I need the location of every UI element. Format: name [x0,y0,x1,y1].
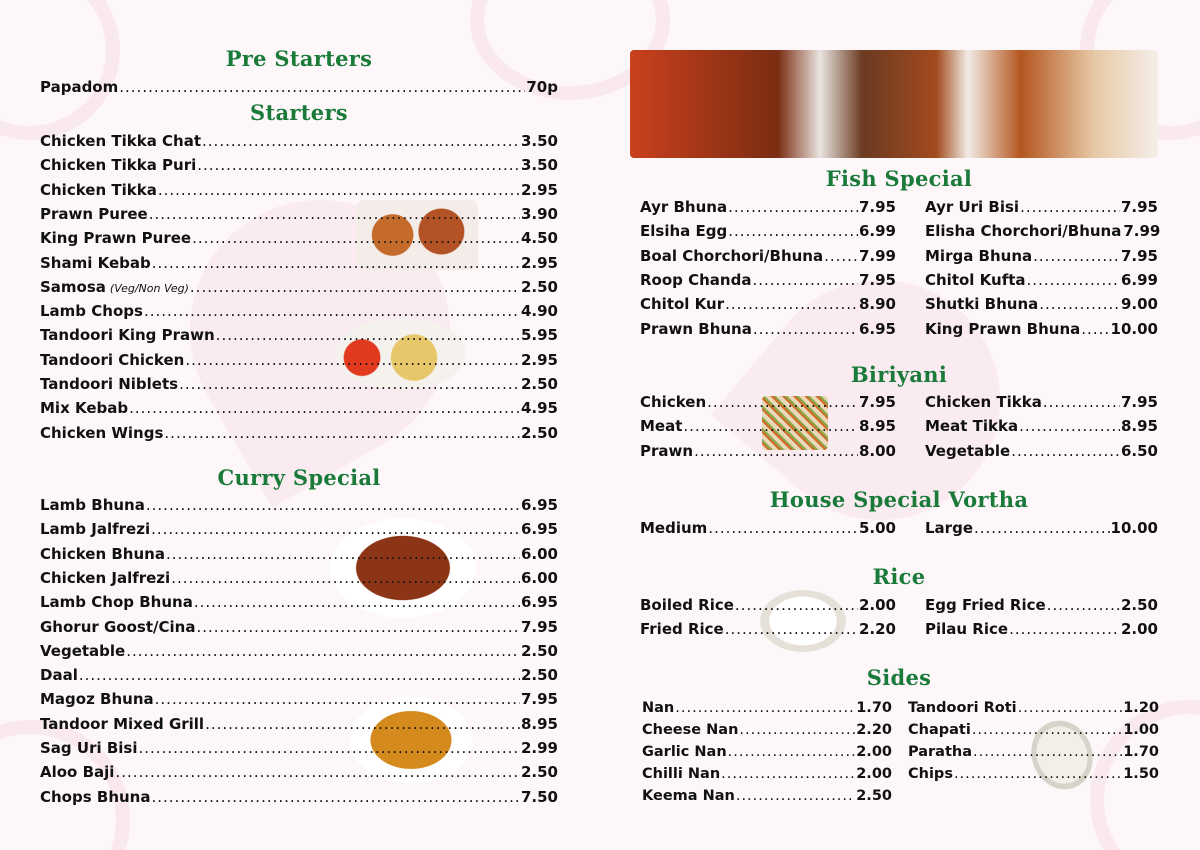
menu-item [925,221,1161,241]
menu-item-name: Tandoori Roti [908,700,1017,716]
dot-leader [1081,319,1109,339]
menu-item-name: Tandoor Mixed Grill [40,714,205,733]
menu-item-name: Ghorur Goost/Cina [40,617,196,636]
menu-item-name: Lamb Chops [40,302,143,321]
menu-item-name: Cheese Nan [642,722,739,738]
menu-item-name: Boal Chorchori/Bhuna [640,246,824,265]
menu-item [908,720,1159,740]
menu-item-name: Garlic Nan [642,744,727,760]
menu-item-name: Tandoori Chicken [40,350,185,369]
menu-item-price: 6.95 [520,520,558,539]
dot-leader [1018,698,1123,718]
menu-item-name: Chips [908,766,953,782]
menu-item-note: (Veg/Non Veg) [109,281,189,295]
dot-leader [197,155,520,175]
menu-item-price: 2.95 [520,253,558,272]
dot-leader [973,742,1122,762]
menu-item-name: Shami Kebab [40,253,151,272]
menu-item-name: Chicken [640,393,707,411]
menu-item-price: 7.95 [858,270,896,289]
menu-item-price: 1.50 [1123,766,1159,782]
menu-item-price: 2.20 [856,722,892,738]
menu-item-name: Lamb Chop Bhuna [40,593,193,612]
dot-leader [728,197,858,217]
menu-item-price: 5.00 [858,519,896,537]
menu-item-price: 6.50 [1120,441,1158,460]
dot-leader [158,180,520,200]
menu-item-name: Chops Bhuna [40,787,151,806]
dot-leader [202,131,520,151]
dot-leader [728,742,856,762]
dot-leader [824,246,858,266]
menu-item-name: King Prawn Bhuna [925,319,1081,338]
menu-item-name: Chicken Wings [40,423,164,442]
menu-item-name: Sag Uri Bisi [40,739,138,757]
dot-leader [164,423,520,443]
menu-item-price: 6.99 [858,222,896,241]
dot-leader [1020,197,1120,217]
menu-item-price: 8.95 [520,714,558,733]
menu-item [640,270,896,290]
menu-item-name: Elisha Chorchori/Bhuna [925,222,1122,241]
menu-item-name: Magoz Bhuna [40,690,154,709]
dot-leader [166,544,520,564]
menu-item-name: Chicken Tikka [40,180,157,199]
menu-item-price: 7.95 [520,690,558,709]
dot-leader [129,398,520,418]
menu-item-name: Chicken Tikka [925,393,1042,411]
menu-item [40,544,558,564]
menu-item-price: 10.00 [1110,319,1158,338]
dot-leader [149,204,520,224]
menu-item-price: 2.50 [520,423,558,442]
menu-item-price: 8.95 [1120,417,1158,436]
menu-item [40,495,558,515]
menu-item [640,246,896,266]
menu-item-name: Tandoori King Prawn [40,326,215,345]
menu-item-name: Papadom [40,78,119,96]
menu-item [925,246,1158,266]
menu-item-price: 7.99 [858,246,896,265]
menu-item-price: 6.99 [1120,270,1158,289]
menu-item-price: 7.95 [858,393,896,411]
menu-item-name: Chicken Bhuna [40,544,165,563]
menu-item-price: 3.90 [520,204,558,223]
menu-item-price: 7.95 [1120,246,1158,265]
menu-item-price: 2.00 [858,596,896,614]
menu-item-price: 4.50 [520,229,558,248]
menu-item [40,398,558,418]
menu-item-name: Samosa [40,277,106,296]
menu-item [40,253,558,273]
dot-leader [725,294,858,314]
dot-leader [119,77,525,97]
menu-item [40,738,558,758]
menu-item-price: 10.00 [1110,519,1158,537]
menu-item-name: Elsiha Egg [640,222,728,241]
menu-item-price: 6.00 [520,568,558,587]
section-heading-house-special-vortha: House Special Vortha [769,487,1029,512]
menu-item-name: Chapati [908,722,971,738]
menu-item [40,714,558,734]
menu-item-name: Vegetable [925,441,1011,460]
menu-item [642,720,892,740]
menu-item-price: 6.95 [520,593,558,612]
dot-leader [708,518,858,538]
menu-item [40,301,558,321]
menu-item [925,441,1158,461]
menu-item-name: Daal [40,666,78,685]
menu-item-price: 2.50 [520,277,558,296]
menu-item-price: 8.95 [858,417,896,436]
dot-leader [1011,441,1120,461]
menu-item-name: Vegetable [40,641,126,660]
dot-leader [126,641,520,661]
menu-item-name: Chicken Jalfrezi [40,568,171,587]
menu-item-price: 7.50 [520,787,558,806]
menu-item-price: 2.50 [520,375,558,393]
menu-item-price: 2.00 [856,766,892,782]
dot-leader [155,689,520,709]
dot-leader [138,738,520,758]
menu-item-name: Pilau Rice [925,620,1009,639]
menu-item-price: 7.99 [1123,222,1161,241]
dot-leader [694,441,858,461]
menu-item-price: 7.95 [520,617,558,636]
menu-item-name: Ayr Bhuna [640,198,728,216]
menu-item [925,319,1158,339]
menu-item-name: Chicken Tikka Puri [40,156,197,175]
dot-leader [1027,270,1120,290]
menu-item [642,764,892,784]
menu-item-price: 2.50 [856,788,892,804]
menu-item-price: 1.70 [856,700,892,716]
dot-leader [753,319,858,339]
menu-item [908,742,1159,762]
menu-item-price: 8.00 [858,441,896,460]
dot-leader [735,595,858,615]
menu-item-name: Chitol Kur [640,295,725,314]
menu-item-name: Medium [640,519,708,537]
menu-item-price: 6.95 [520,496,558,514]
dot-leader [1047,595,1120,615]
menu-item-name: Chilli Nan [642,766,721,782]
section-heading-biriyani: Biriyani [850,362,948,387]
dot-leader [190,277,520,297]
menu-item [40,592,558,612]
menu-item-price: 2.00 [1120,620,1158,639]
dot-leader [954,764,1122,784]
dot-leader [736,786,855,806]
dot-leader [151,519,520,539]
dot-leader [115,762,520,782]
menu-item [640,416,896,436]
menu-item-price: 2.99 [520,739,558,757]
menu-item-name: Roop Chanda [640,270,752,289]
menu-item [40,641,558,661]
menu-item [40,519,558,539]
menu-item [640,197,896,217]
menu-item [40,228,558,248]
menu-item-price: 2.50 [1120,596,1158,614]
dot-leader [728,221,858,241]
menu-item-price: 5.95 [520,326,558,345]
section-heading-fish-special: Fish Special [825,166,973,191]
menu-item-price: 3.50 [520,156,558,175]
dot-leader [205,714,520,734]
menu-item [640,221,896,241]
menu-item-name: Egg Fried Rice [925,596,1046,614]
menu-item-price: 2.50 [520,763,558,782]
menu-item [642,786,892,806]
menu-item-price: 2.50 [520,666,558,685]
section-heading-rice: Rice [872,564,926,589]
menu-item-name: Shutki Bhuna [925,295,1039,314]
menu-item-price: 6.00 [520,544,558,563]
dot-leader [675,698,855,718]
menu-item [40,787,558,807]
menu-item-price: 2.20 [858,620,896,639]
menu-item [640,319,896,339]
dot-leader [683,416,858,436]
menu-item-price: 7.95 [858,198,896,216]
dot-leader [185,350,520,370]
dot-leader [171,568,520,588]
dot-leader [79,665,520,685]
dot-leader [146,495,520,515]
menu-item-name: Paratha [908,744,972,760]
dot-leader [739,720,855,740]
menu-item [640,441,896,461]
menu-item [640,294,896,314]
menu-item-price: 4.95 [520,399,558,418]
dot-leader [151,787,520,807]
menu-item [925,197,1158,217]
menu-item-name: Chicken Tikka Chat [40,132,202,150]
menu-item [40,180,558,200]
menu-item-name: Ayr Uri Bisi [925,198,1020,216]
dot-leader [196,617,520,637]
menu-item [640,619,896,639]
menu-item [40,277,558,297]
menu-item-price: 1.20 [1123,700,1159,716]
menu-item-price: 9.00 [1120,295,1158,314]
menu-item [40,374,558,394]
menu-item-name: Boiled Rice [640,596,734,614]
menu-item [40,617,558,637]
menu-item-price: 2.95 [520,350,558,369]
menu-item [640,392,896,412]
menu-item-price: 7.95 [1120,198,1158,216]
menu-item-name: Meat [640,417,683,436]
menu-item-name: Tandoori Niblets [40,375,179,393]
dot-leader [194,592,520,612]
menu-item-name: Lamb Bhuna [40,496,145,514]
dot-leader [972,720,1122,740]
menu-item-price: 2.95 [520,180,558,199]
menu-item [925,518,1158,538]
dot-leader [1043,392,1120,412]
menu-item [40,350,558,370]
dot-leader [192,228,520,248]
menu-item [925,270,1158,290]
menu-item-name: Meat Tikka [925,417,1019,436]
dot-leader [974,518,1110,538]
menu-item [640,518,896,538]
menu-item [40,325,558,345]
menu-item-name: Keema Nan [642,788,735,804]
menu-item [925,392,1158,412]
menu-item [925,595,1158,615]
menu-item [40,689,558,709]
dot-leader [1033,246,1120,266]
menu-item-name: Lamb Jalfrezi [40,520,151,539]
menu-item-price: 1.70 [1123,744,1159,760]
menu-item-price: 1.00 [1123,722,1159,738]
menu-item [925,294,1158,314]
dot-leader [152,253,520,273]
menu-item [925,416,1158,436]
menu-item-name: Mix Kebab [40,399,129,418]
menu-item-name: Large [925,519,973,537]
dot-leader [752,270,858,290]
section-heading-pre-starters: Pre Starters [225,46,373,71]
menu-item-name: Chitol Kufta [925,270,1026,289]
menu-item-price: 4.90 [520,302,558,321]
section-heading-sides: Sides [866,665,932,690]
menu-item [40,762,558,782]
section-heading-curry-special: Curry Special [217,465,381,490]
menu-item-price: 6.95 [858,319,896,338]
menu-item [925,619,1158,639]
dot-leader [725,619,858,639]
menu-item [640,595,896,615]
dot-leader [707,392,858,412]
menu-item-name: Prawn Puree [40,204,148,223]
menu-item [40,155,558,175]
menu-item [40,77,558,97]
menu-item-name: Prawn Bhuna [640,319,752,338]
menu-item [40,204,558,224]
dot-leader [1039,294,1120,314]
dot-leader [144,301,520,321]
menu-item [908,698,1159,718]
dot-leader [1009,619,1120,639]
menu-item-name: Mirga Bhuna [925,246,1033,265]
menu-item-name: King Prawn Puree [40,229,192,248]
section-heading-starters: Starters [250,100,348,125]
menu-item [908,764,1159,784]
menu-item [642,742,892,762]
dot-leader [216,325,520,345]
menu-item-price: 2.00 [856,744,892,760]
menu-item-price: 70p [526,78,558,96]
menu-item [40,423,558,443]
dot-leader [179,374,520,394]
menu-item-name: Aloo Baji [40,763,115,782]
menu-item [642,698,892,718]
menu-item-price: 2.50 [520,641,558,660]
menu-item-price: 3.50 [520,132,558,150]
menu-item-name: Nan [642,700,675,716]
menu-item-name: Fried Rice [640,620,724,639]
dot-leader [721,764,855,784]
menu-item [40,665,558,685]
menu-right-page [600,0,1200,850]
dot-leader [1019,416,1120,436]
menu-item-price: 7.95 [1120,393,1158,411]
menu-item [40,131,558,151]
menu-item [40,568,558,588]
menu-item-name: Prawn [640,441,694,460]
menu-item-price: 8.90 [858,295,896,314]
